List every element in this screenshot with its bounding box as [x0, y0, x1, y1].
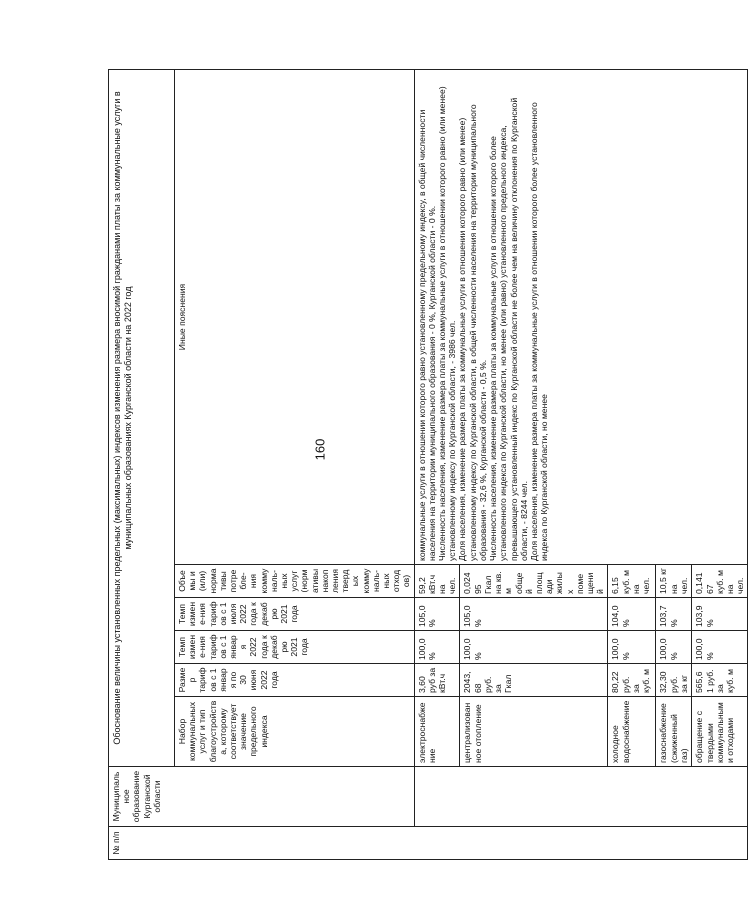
header-notes: Иные пояснения — [175, 70, 415, 565]
row-rate-jul: 105,0 % — [414, 598, 460, 631]
row-service: холодное водоснабжение — [608, 697, 656, 767]
row-tariff: 2043,68 руб. за Гкал — [460, 664, 608, 697]
row-service: централизованное отопление — [460, 697, 608, 767]
page-number: 160 — [312, 438, 328, 461]
header-tariff-size: Размер тарифов с 1 января по 30 июня 2022 года — [175, 664, 415, 697]
note-paragraph: Численность населения, изменение размера платы за коммунальные услуги в отношении которого равно (или менее) установленному индексу по Курганской области, - 3986 чел. — [437, 86, 458, 561]
header-municipality — [109, 767, 415, 827]
header-services: Набор коммунальных услуг и тип благоустройства, которому соответствует значение предельного индекса — [175, 697, 415, 767]
row-rate-jan: 100,0 % — [460, 631, 608, 664]
table-caption: Обоснование величины установленных предельных (максимальных) индексов изменения размера вносимой гражданами платы за коммунальные услуги в муниципальных образованиях Курганской области на 2022 год — [109, 70, 175, 767]
row-service: электроснабжение — [414, 697, 460, 767]
index-table — [108, 69, 748, 860]
municipality-value: Курганской области — [141, 774, 162, 819]
row-rate-jul: 103,7 % — [656, 598, 692, 631]
row-tariff: 80,22 руб. за куб. м — [608, 664, 656, 697]
row-rate-jan: 100,0 % — [608, 631, 656, 664]
row-service: обращение с твердыми коммунальными отходами — [692, 697, 748, 767]
row-service: газоснабжение (сжиженный газ) — [656, 697, 692, 767]
row-rate-jan: 100,0 % — [656, 631, 692, 664]
table-wrap — [108, 70, 746, 860]
row-rate-jul: 105,0 % — [460, 598, 608, 631]
row-volume: 0,02495 Гкал на кв. м общей площади жилых помещений — [460, 565, 608, 598]
row-tariff: 3,60 руб за кВт.ч — [414, 664, 460, 697]
row-volume: 0,14167 куб. м на чел. — [692, 565, 748, 598]
row-tariff: 565,61 руб. за куб. м — [692, 664, 748, 697]
note-paragraph: Численность населения, изменение размера платы за коммунальные услуги в отношении которого более установленного индекса по Курганской области, но менее (или равно) установленного предельного индекса, превышающего установленный индекс по Курганской области не более чем на величину отклонения по Курганской области, - 8244 чел. — [488, 97, 529, 561]
table-rotator — [108, 70, 746, 860]
header-volumes: Объемы и (или) нормативы потребле-ния коммуналь-ных услуг (нормативы накопления твердых коммуналь-ных отходов) — [175, 565, 415, 598]
row-rate-jul: 103,9 % — [692, 598, 748, 631]
row-rate-jul: 104,0 % — [608, 598, 656, 631]
header-rate-jul: Темп измене-ния тарифов с 1 июля 2022 года к декабрю 2021 года — [175, 598, 415, 631]
row-volume: 10,5 кг на чел. — [656, 565, 692, 598]
note-paragraph: Доля населения, изменение размера платы за коммунальные услуги в отношении которого равно (или менее) установленному индексу по Курганской области, в общей численности населения на территории муниципального образования - 32,6 %, Курганской области - 0,5 %. — [457, 104, 488, 561]
row-rate-jan: 100,0 % — [414, 631, 460, 664]
row-rate-jan: 100,0 % — [692, 631, 748, 664]
header-municipality-label: Муниципальное образование — [111, 770, 142, 823]
note-paragraph: коммунальные услуги в отношении которого равно установленному предельному индексу, в общей численности населения на территории муниципального образования - 0 %, Курганской области - 0 %. — [416, 109, 437, 561]
note-paragraph: Доля населения, изменение размера платы за коммунальные услуги в отношении которого более установленного индекса по Курганской области, но менее — [528, 102, 550, 561]
municipality-cell — [414, 767, 748, 827]
header-rate-jan: Темп измене-ния тарифов с 1 января 2022 года к декабрю 2021 года — [175, 631, 415, 664]
notes-cell — [414, 70, 748, 565]
header-no: № п/п — [109, 827, 748, 860]
row-volume: 59,2 кВт.ч на чел. — [414, 565, 460, 598]
row-tariff: 32,30 руб. за кг — [656, 664, 692, 697]
row-volume: 6,15 куб. м на чел. — [608, 565, 656, 598]
